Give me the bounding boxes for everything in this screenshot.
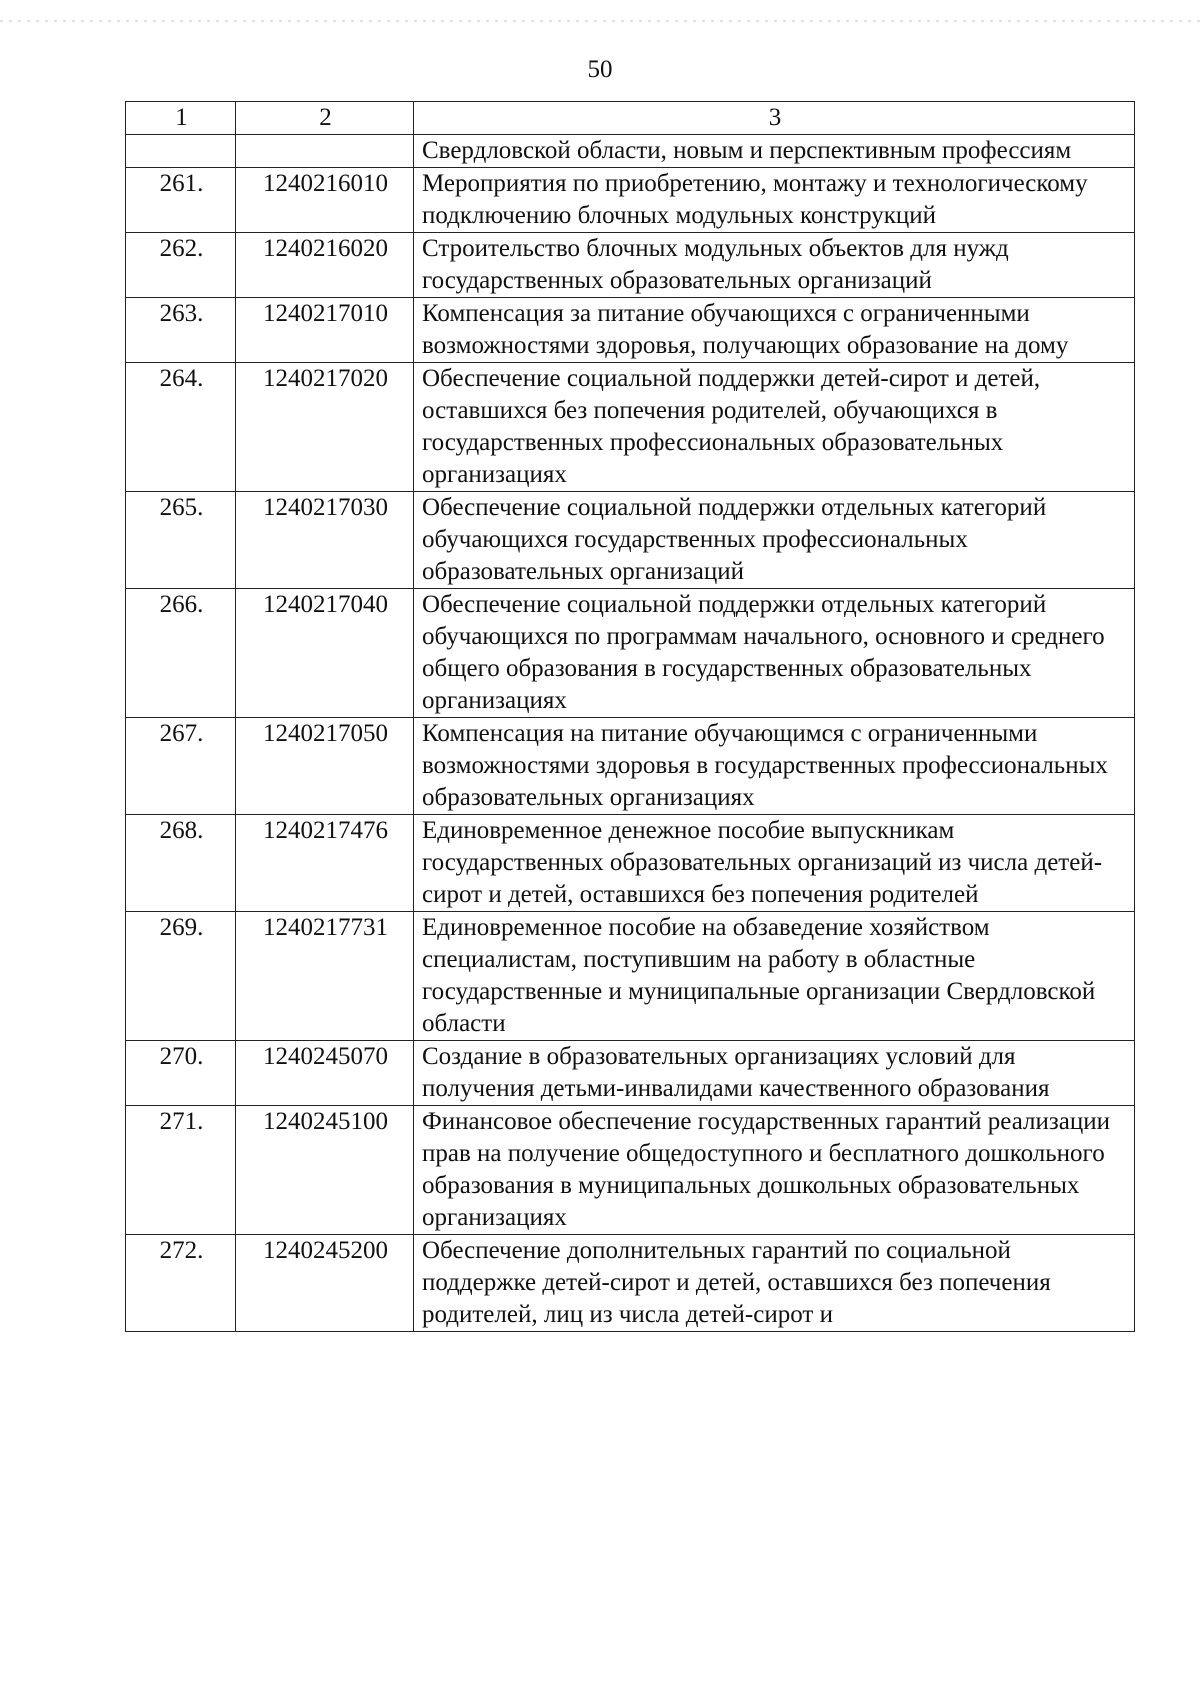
scan-artifact-line [0, 20, 1200, 22]
row-code-cell: 1240245200 [236, 1235, 414, 1332]
row-description-cell: Компенсация на питание обучающимся с ограниченными возможностями здоровья в государственных профессиональных образовательных организациях [414, 718, 1135, 815]
table-row [126, 1106, 1135, 1235]
table-row [126, 589, 1135, 718]
row-code-cell: 1240217731 [236, 912, 414, 1041]
table-row [126, 363, 1135, 492]
row-number-cell: 270. [126, 1041, 236, 1106]
row-code-cell: 1240216010 [236, 168, 414, 233]
row-description-cell: Обеспечение дополнительных гарантий по социальной поддержке детей-сирот и детей, оставшихся без попечения родителей, лиц из числа детей-сирот и [414, 1235, 1135, 1332]
table-row [126, 1041, 1135, 1106]
row-number-cell: 268. [126, 815, 236, 912]
row-number-cell: 261. [126, 168, 236, 233]
row-number-cell: 265. [126, 492, 236, 589]
row-description-cell: Обеспечение социальной поддержки отдельных категорий обучающихся государственных профессиональных образовательных организаций [414, 492, 1135, 589]
document-table [125, 101, 1135, 1332]
table-row [126, 135, 1135, 168]
row-description-cell: Обеспечение социальной поддержки отдельных категорий обучающихся по программам начального, основного и среднего общего образования в государственных образовательных организациях [414, 589, 1135, 718]
table-body [126, 102, 1135, 1332]
header-cell-num: 1 [126, 102, 236, 135]
row-code-cell: 1240217020 [236, 363, 414, 492]
row-description-cell: Строительство блочных модульных объектов для нужд государственных образовательных организаций [414, 233, 1135, 298]
table-row [126, 1235, 1135, 1332]
row-number-cell: 267. [126, 718, 236, 815]
table-row [126, 168, 1135, 233]
row-code-cell: 1240245070 [236, 1041, 414, 1106]
row-code-cell: 1240216020 [236, 233, 414, 298]
row-number-cell [126, 135, 236, 168]
row-number-cell: 266. [126, 589, 236, 718]
row-number-cell: 271. [126, 1106, 236, 1235]
table-header-row [126, 102, 1135, 135]
table-row [126, 233, 1135, 298]
header-cell-code: 2 [236, 102, 414, 135]
row-description-cell: Единовременное денежное пособие выпускникам государственных образовательных организаций из числа детей-сирот и детей, оставшихся без попечения родителей [414, 815, 1135, 912]
row-code-cell: 1240217476 [236, 815, 414, 912]
table-row [126, 492, 1135, 589]
row-description-cell: Мероприятия по приобретению, монтажу и технологическому подключению блочных модульных конструкций [414, 168, 1135, 233]
row-code-cell: 1240245100 [236, 1106, 414, 1235]
row-code-cell: 1240217030 [236, 492, 414, 589]
row-number-cell: 272. [126, 1235, 236, 1332]
table-row [126, 912, 1135, 1041]
table-row [126, 815, 1135, 912]
table-row [126, 298, 1135, 363]
row-description-cell: Компенсация за питание обучающихся с ограниченными возможностями здоровья, получающих образование на дому [414, 298, 1135, 363]
row-description-cell: Финансовое обеспечение государственных гарантий реализации прав на получение общедоступного и бесплатного дошкольного образования в муниципальных дошкольных образовательных организациях [414, 1106, 1135, 1235]
row-number-cell: 264. [126, 363, 236, 492]
row-code-cell: 1240217050 [236, 718, 414, 815]
row-number-cell: 262. [126, 233, 236, 298]
row-code-cell [236, 135, 414, 168]
row-description-cell: Единовременное пособие на обзаведение хозяйством специалистам, поступившим на работу в областные государственные и муниципальные организации Свердловской области [414, 912, 1135, 1041]
page-number: 50 [587, 56, 613, 83]
row-number-cell: 269. [126, 912, 236, 1041]
row-description-cell: Обеспечение социальной поддержки детей-сирот и детей, оставшихся без попечения родителей, обучающихся в государственных профессиональных образовательных организациях [414, 363, 1135, 492]
header-cell-desc: 3 [414, 102, 1135, 135]
row-number-cell: 263. [126, 298, 236, 363]
table-row [126, 718, 1135, 815]
row-description-cell: Создание в образовательных организациях условий для получения детьми-инвалидами качественного образования [414, 1041, 1135, 1106]
row-code-cell: 1240217010 [236, 298, 414, 363]
row-description-cell: Свердловской области, новым и перспективным профессиям [414, 135, 1135, 168]
row-code-cell: 1240217040 [236, 589, 414, 718]
